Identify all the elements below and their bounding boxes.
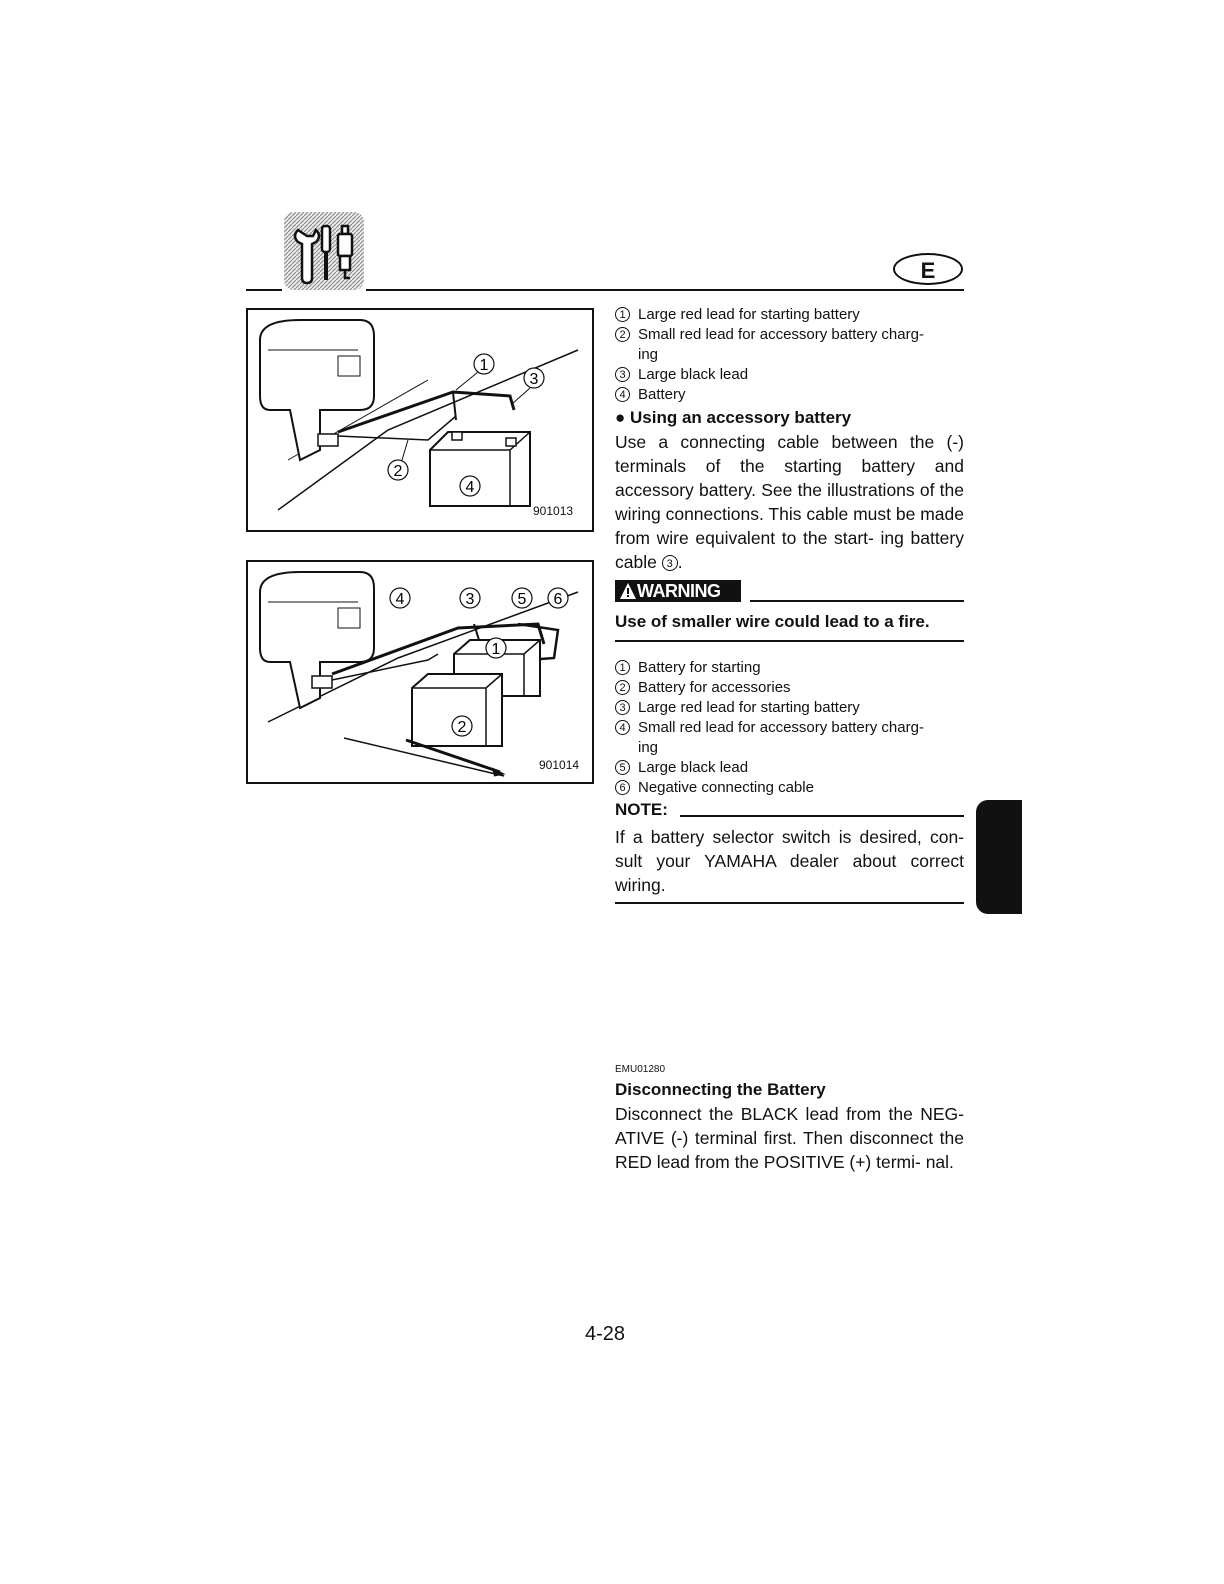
callout-2: 2 <box>457 719 467 736</box>
chapter-side-tab <box>976 800 1022 914</box>
list-item: 2 Battery for accessories <box>615 678 964 698</box>
callout-2: 2 <box>393 463 403 480</box>
disconnect-body-text: Disconnect the BLACK lead from the NEG- ATIVE (-) terminal first. Then disconnect the RED lead from the POSITIVE (+) termi- nal. <box>615 1104 964 1172</box>
section-heading-disconnect: Disconnecting the Battery <box>615 1080 826 1099</box>
callout-5: 5 <box>517 591 527 608</box>
header-rule-left <box>246 289 282 291</box>
note-rule-top <box>680 815 964 817</box>
warning-badge: WARNING <box>615 580 741 602</box>
section-code: EMU01280 <box>615 1064 666 1075</box>
callout-1: 1 <box>479 357 489 374</box>
list-item: 4 Battery <box>615 385 964 405</box>
warning-triangle-icon <box>619 582 637 600</box>
callout-1: 1 <box>491 641 501 658</box>
warning-text: Use of smaller wire could lead to a fire. <box>615 612 930 631</box>
note-rule-bottom <box>615 902 964 904</box>
warning-rule-bottom <box>615 640 964 642</box>
figure-single-battery <box>246 308 594 532</box>
legend-dual-battery <box>615 658 964 798</box>
accessory-body-text: Use a connecting cable between the (-) terminals of the starting battery and accessory battery. See the illustrations of the wiring connections. This cable must be made from wire equivalent to the start- ing battery cable 3 . <box>615 432 964 572</box>
callout-4: 4 <box>395 591 405 608</box>
callout-4: 4 <box>465 479 475 496</box>
figure-code: 901013 <box>533 504 574 518</box>
list-item: 1 Battery for starting <box>615 658 964 678</box>
callout-3: 3 <box>529 371 539 388</box>
callout-3: 3 <box>465 591 475 608</box>
list-item: 2 Small red lead for accessory battery charg- ing <box>615 325 964 365</box>
callout-6: 6 <box>553 591 563 608</box>
list-item: 6 Negative connecting cable <box>615 778 964 798</box>
bullet-icon: ● <box>615 408 626 427</box>
language-badge: E <box>893 253 963 285</box>
list-item: 3 Large red lead for starting battery <box>615 698 964 718</box>
note-text: If a battery selector switch is desired, con- sult your YAMAHA dealer about correct wiring. <box>615 827 964 895</box>
section-heading-accessory: ● Using an accessory battery <box>615 408 852 427</box>
page-number: 4-28 <box>584 1323 626 1345</box>
list-item: 1 Large red lead for starting battery <box>615 305 964 325</box>
list-item: 5 Large black lead <box>615 758 964 778</box>
warning-rule-top <box>750 600 964 602</box>
list-item: 4 Small red lead for accessory battery charg- ing <box>615 718 964 758</box>
header-rule <box>366 289 964 291</box>
figure-dual-battery-drawing <box>248 562 592 782</box>
figure-code: 901014 <box>539 758 580 772</box>
list-item: 3 Large black lead <box>615 365 964 385</box>
figure-single-battery-drawing <box>248 310 592 530</box>
legend-single-battery <box>615 305 964 405</box>
tools-icon <box>284 212 364 290</box>
figure-dual-battery <box>246 560 594 784</box>
note-label: NOTE: <box>615 800 668 819</box>
